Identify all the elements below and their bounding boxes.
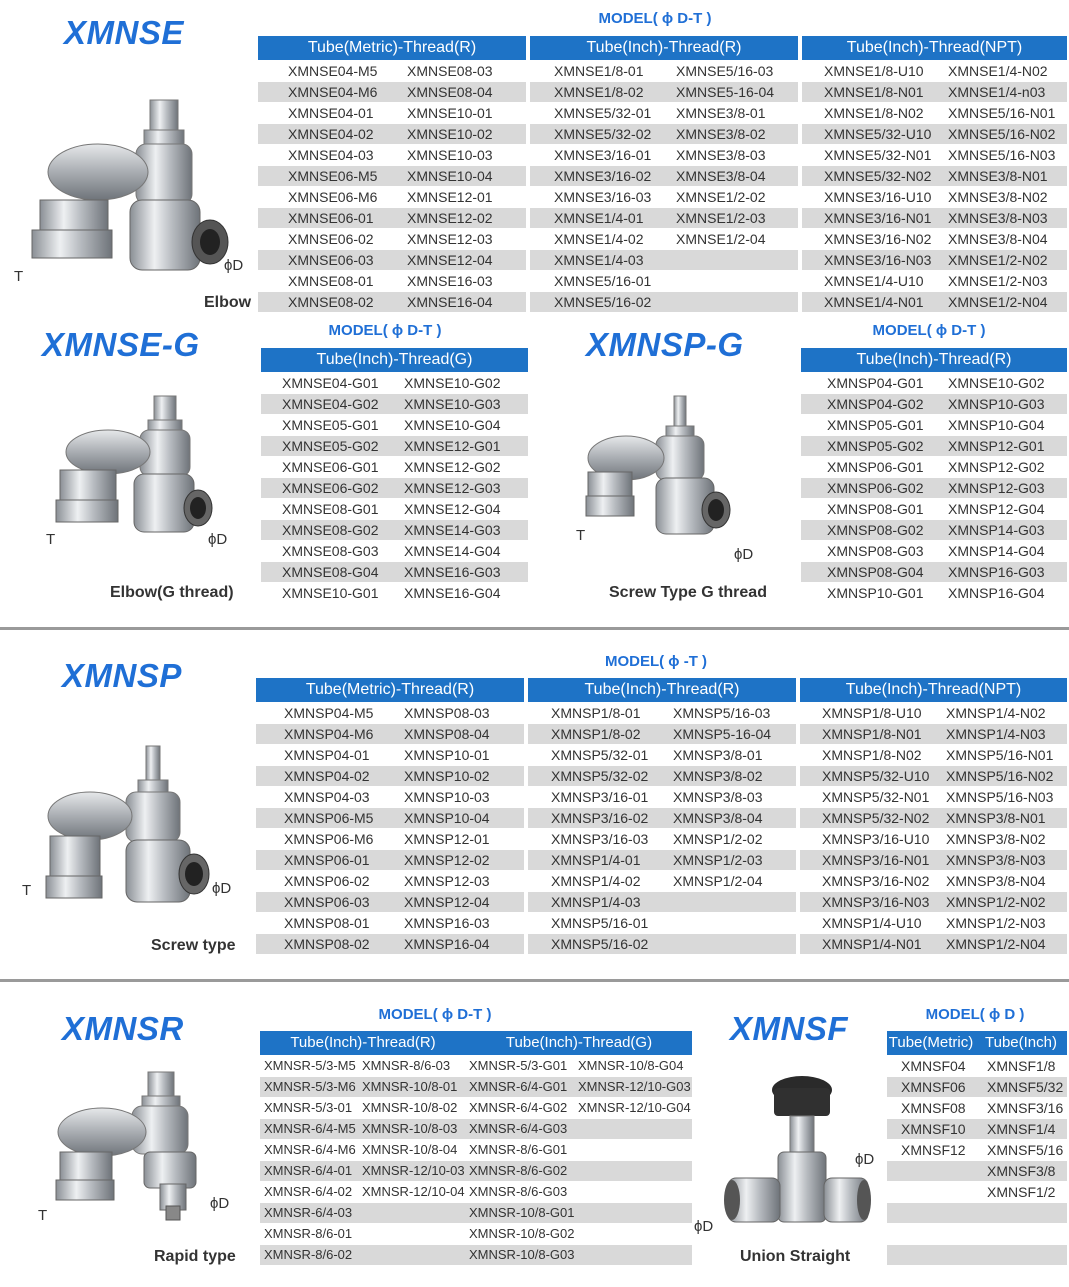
- table-header: Tube(Inch)-Thread(NPT): [800, 678, 1067, 702]
- model-number: XMNSE08-01: [288, 273, 374, 289]
- model-number: XMNSE3/16-N02: [824, 231, 932, 247]
- model-number: XMNSE06-G02: [282, 480, 379, 496]
- model-number: XMNSE04-M5: [288, 63, 378, 79]
- model-number: XMNSR-6/4-02: [264, 1184, 353, 1199]
- model-number: XMNSR-12/10-G04: [578, 1100, 691, 1115]
- model-number: XMNSF10: [901, 1121, 966, 1137]
- model-number: XMNSE1/4-03: [554, 252, 644, 268]
- model-number: XMNSP08-G04: [827, 564, 924, 580]
- screw-type-fitting-photo: [30, 740, 240, 920]
- section-divider: [0, 979, 1069, 982]
- model-number: XMNSR-8/6-03: [362, 1058, 451, 1073]
- model-number: XMNSP08-G02: [827, 522, 924, 538]
- model-number: XMNSE1/2-N04: [948, 294, 1048, 310]
- model-number: XMNSP3/16-03: [551, 831, 649, 847]
- model-number: XMNSR-12/10-03: [362, 1163, 465, 1178]
- model-number: XMNSR-8/6-G01: [469, 1142, 568, 1157]
- model-number: XMNSE1/2-02: [676, 189, 766, 205]
- model-number: XMNSP04-G01: [827, 375, 924, 391]
- model-number: XMNSP3/8-04: [673, 810, 763, 826]
- model-number: XMNSE1/8-N01: [824, 84, 924, 100]
- model-number: XMNSE5/32-N01: [824, 147, 932, 163]
- model-number: XMNSE08-02: [288, 294, 374, 310]
- dimension-label-d: ϕD: [224, 257, 244, 274]
- model-table: [887, 1056, 1067, 1266]
- model-number: XMNSP04-02: [284, 768, 370, 784]
- model-label: MODEL( ϕ D-T ): [328, 322, 442, 339]
- model-number: XMNSR-6/4-G03: [469, 1121, 568, 1136]
- table-header: Tube(Metric)-Thread(R): [258, 36, 526, 60]
- model-number: XMNSR-10/8-G01: [469, 1205, 575, 1220]
- product-caption: Elbow(G thread): [110, 584, 234, 601]
- model-number: XMNSP5/32-01: [551, 747, 649, 763]
- model-number: XMNSP1/2-03: [673, 852, 763, 868]
- model-number: XMNSP3/8-03: [673, 789, 763, 805]
- model-table: [466, 1056, 692, 1266]
- model-number: XMNSE1/8-02: [554, 84, 644, 100]
- model-number: XMNSP5/32-02: [551, 768, 649, 784]
- table-row: [887, 1245, 1067, 1265]
- model-number: XMNSE5/32-U10: [824, 126, 932, 142]
- table-header: Tube(Inch)-Thread(R): [260, 1031, 466, 1055]
- model-number: XMNSR-10/8-04: [362, 1142, 458, 1157]
- model-number: XMNSE1/8-N02: [824, 105, 924, 121]
- model-number: XMNSP06-M5: [284, 810, 374, 826]
- model-number: XMNSP1/8-02: [551, 726, 641, 742]
- model-number: XMNSP5/32-N02: [822, 810, 930, 826]
- model-number: XMNSE3/16-02: [554, 168, 652, 184]
- table-header: Tube(Metric)-Thread(R): [256, 678, 524, 702]
- model-number: XMNSP04-M5: [284, 705, 374, 721]
- model-number: XMNSP10-03: [404, 789, 490, 805]
- model-number: XMNSE04-G01: [282, 375, 379, 391]
- model-number: XMNSR-6/4-M6: [264, 1142, 356, 1157]
- model-label: MODEL( ϕ D-T ): [598, 10, 712, 27]
- model-number: XMNSE14-G03: [404, 522, 501, 538]
- table-header: Tube(Inch)-Thread(NPT): [802, 36, 1067, 60]
- model-table: [258, 61, 526, 313]
- model-number: XMNSE1/2-N03: [948, 273, 1048, 289]
- model-number: XMNSP16-G03: [948, 564, 1045, 580]
- model-table: [800, 703, 1067, 955]
- model-number: XMNSP16-04: [404, 936, 490, 952]
- model-number: XMNSF04: [901, 1058, 966, 1074]
- model-number: XMNSF1/4: [987, 1121, 1056, 1137]
- table-row: [887, 1224, 1067, 1244]
- model-number: XMNSE5/16-N02: [948, 126, 1056, 142]
- model-number: XMNSR-8/6-01: [264, 1226, 353, 1241]
- model-number: XMNSF06: [901, 1079, 966, 1095]
- model-number: XMNSE06-M6: [288, 189, 378, 205]
- section-title-xmnsp-g: XMNSP-G: [586, 326, 744, 363]
- dimension-label-t: T: [14, 268, 24, 285]
- model-number: XMNSE08-G01: [282, 501, 379, 517]
- model-number: XMNSE1/4-01: [554, 210, 644, 226]
- model-table: [256, 703, 524, 955]
- model-label: MODEL( ϕ D-T ): [872, 322, 986, 339]
- table-header: Tube(Inch)-Thread(R): [530, 36, 798, 60]
- model-number: XMNSP16-G04: [948, 585, 1045, 601]
- model-number: XMNSR-6/4-01: [264, 1163, 353, 1178]
- model-number: XMNSP12-G03: [948, 480, 1045, 496]
- model-number: XMNSE3/8-N02: [948, 189, 1048, 205]
- model-number: XMNSE5/32-02: [554, 126, 652, 142]
- model-number: XMNSP04-03: [284, 789, 370, 805]
- model-number: XMNSR-10/8-02: [362, 1100, 458, 1115]
- model-number: XMNSP3/16-N01: [822, 852, 930, 868]
- section-title-xmnsp: XMNSP: [62, 657, 182, 694]
- model-number: XMNSP10-G04: [948, 417, 1045, 433]
- model-number: XMNSP10-02: [404, 768, 490, 784]
- model-number: XMNSP06-03: [284, 894, 370, 910]
- model-number: XMNSE12-01: [407, 189, 493, 205]
- model-number: XMNSP1/8-01: [551, 705, 641, 721]
- model-number: XMNSP5-16-04: [673, 726, 772, 742]
- model-number: XMNSR-5/3-M6: [264, 1079, 356, 1094]
- model-number: XMNSP04-01: [284, 747, 370, 763]
- model-number: XMNSP5/16-N03: [946, 789, 1054, 805]
- model-number: XMNSP5/16-N02: [946, 768, 1054, 784]
- model-number: XMNSP3/16-02: [551, 810, 649, 826]
- model-number: XMNSP1/4-03: [551, 894, 641, 910]
- model-number: XMNSP08-03: [404, 705, 490, 721]
- model-number: XMNSP1/4-01: [551, 852, 641, 868]
- model-number: XMNSE08-G04: [282, 564, 379, 580]
- model-number: XMNSE10-G02: [948, 375, 1045, 391]
- model-number: XMNSE5-16-04: [676, 84, 775, 100]
- model-number: XMNSE05-G01: [282, 417, 379, 433]
- model-number: XMNSF1/8: [987, 1058, 1056, 1074]
- dimension-label-d: ϕD: [855, 1151, 875, 1168]
- model-number: XMNSP5/32-U10: [822, 768, 930, 784]
- model-number: XMNSR-6/4-M5: [264, 1121, 356, 1136]
- model-number: XMNSP3/16-N03: [822, 894, 930, 910]
- product-caption: Screw type: [151, 937, 236, 954]
- model-number: XMNSP5/16-N01: [946, 747, 1054, 763]
- model-number: XMNSP04-M6: [284, 726, 374, 742]
- model-number: XMNSR-8/6-G03: [469, 1184, 568, 1199]
- model-number: XMNSF12: [901, 1142, 966, 1158]
- model-table: [528, 703, 796, 955]
- model-number: XMNSP3/8-N02: [946, 831, 1046, 847]
- section-title-xmnse-g: XMNSE-G: [42, 326, 200, 363]
- model-number: XMNSR-12/10-04: [362, 1184, 465, 1199]
- model-number: XMNSR-10/8-G03: [469, 1247, 575, 1262]
- model-number: XMNSR-5/3-M5: [264, 1058, 356, 1073]
- dimension-label-d: ϕD: [210, 1195, 230, 1212]
- model-number: XMNSE08-03: [407, 63, 493, 79]
- model-number: XMNSE1/8-U10: [824, 63, 924, 79]
- model-number: XMNSP1/2-02: [673, 831, 763, 847]
- model-number: XMNSR-8/6-G02: [469, 1163, 568, 1178]
- model-number: XMNSR-10/8-G02: [469, 1226, 575, 1241]
- model-number: XMNSP1/2-N02: [946, 894, 1046, 910]
- model-number: XMNSE12-03: [407, 231, 493, 247]
- model-number: XMNSE1/4-n03: [948, 84, 1046, 100]
- dimension-label-t: T: [38, 1207, 48, 1224]
- model-number: XMNSP1/2-04: [673, 873, 763, 889]
- model-number: XMNSE04-G02: [282, 396, 379, 412]
- table-header: Tube(Inch)-Thread(G): [466, 1031, 692, 1055]
- model-number: XMNSP3/8-N01: [946, 810, 1046, 826]
- model-number: XMNSE5/32-01: [554, 105, 652, 121]
- table-header: Tube(Metric): [887, 1031, 975, 1055]
- model-number: XMNSE12-G01: [404, 438, 501, 454]
- model-number: XMNSE10-01: [407, 105, 493, 121]
- model-number: XMNSE5/16-02: [554, 294, 652, 310]
- model-number: XMNSP05-G01: [827, 417, 924, 433]
- model-number: XMNSP08-01: [284, 915, 370, 931]
- model-number: XMNSE08-G03: [282, 543, 379, 559]
- model-number: XMNSP10-01: [404, 747, 490, 763]
- model-number: XMNSE06-01: [288, 210, 374, 226]
- product-caption: Elbow: [204, 294, 252, 311]
- model-table: [802, 61, 1067, 313]
- model-number: XMNSE10-G04: [404, 417, 501, 433]
- model-number: XMNSP06-M6: [284, 831, 374, 847]
- model-number: XMNSE1/4-N01: [824, 294, 924, 310]
- model-number: XMNSE3/16-03: [554, 189, 652, 205]
- model-number: XMNSE5/32-N02: [824, 168, 932, 184]
- product-caption: Screw Type G thread: [609, 584, 767, 601]
- dimension-label-t: T: [46, 531, 56, 548]
- model-number: XMNSE06-02: [288, 231, 374, 247]
- model-number: XMNSP1/4-N02: [946, 705, 1046, 721]
- model-number: XMNSE12-G03: [404, 480, 501, 496]
- model-number: XMNSE10-G02: [404, 375, 501, 391]
- model-number: XMNSR-12/10-G03: [578, 1079, 691, 1094]
- model-number: XMNSE5/16-03: [676, 63, 774, 79]
- table-header: Tube(Inch)-Thread(G): [261, 348, 528, 372]
- union-straight-fitting-photo: [722, 1068, 875, 1248]
- model-number: XMNSE10-G03: [404, 396, 501, 412]
- model-number: XMNSF3/8: [987, 1163, 1056, 1179]
- model-number: XMNSP12-04: [404, 894, 490, 910]
- model-number: XMNSE08-G02: [282, 522, 379, 538]
- dimension-label-d: ϕD: [694, 1218, 714, 1235]
- model-number: XMNSP10-G03: [948, 396, 1045, 412]
- dimension-label-d: ϕD: [734, 546, 754, 563]
- model-number: XMNSR-6/4-G02: [469, 1100, 568, 1115]
- model-label: MODEL( ϕ D-T ): [378, 1006, 492, 1023]
- model-number: XMNSE04-01: [288, 105, 374, 121]
- model-number: XMNSE10-G01: [282, 585, 379, 601]
- model-number: XMNSR-5/3-G01: [469, 1058, 568, 1073]
- model-number: XMNSP5/16-02: [551, 936, 649, 952]
- model-number: XMNSE3/16-01: [554, 147, 652, 163]
- model-number: XMNSE3/16-U10: [824, 189, 932, 205]
- model-number: XMNSE5/16-01: [554, 273, 652, 289]
- model-number: XMNSP3/8-N04: [946, 873, 1046, 889]
- model-number: XMNSF3/16: [987, 1100, 1064, 1116]
- model-number: XMNSE04-03: [288, 147, 374, 163]
- model-number: XMNSP12-01: [404, 831, 490, 847]
- table-header: Tube(Inch)-Thread(R): [801, 348, 1067, 372]
- model-number: XMNSP1/8-N02: [822, 747, 922, 763]
- dimension-label-d: ϕD: [208, 531, 228, 548]
- model-number: XMNSE1/8-01: [554, 63, 644, 79]
- model-number: XMNSE16-04: [407, 294, 493, 310]
- model-number: XMNSP3/8-01: [673, 747, 763, 763]
- model-number: XMNSE3/8-02: [676, 126, 766, 142]
- model-table: [260, 1056, 466, 1266]
- model-number: XMNSE1/4-02: [554, 231, 644, 247]
- model-number: XMNSE1/4-N02: [948, 63, 1048, 79]
- model-number: XMNSP12-03: [404, 873, 490, 889]
- model-number: XMNSP10-G01: [827, 585, 924, 601]
- model-number: XMNSE12-G02: [404, 459, 501, 475]
- model-number: XMNSE14-G04: [404, 543, 501, 559]
- model-number: XMNSP3/16-01: [551, 789, 649, 805]
- model-number: XMNSF5/16: [987, 1142, 1064, 1158]
- model-number: XMNSP12-G02: [948, 459, 1045, 475]
- product-caption: Union Straight: [740, 1248, 851, 1265]
- model-number: XMNSE5/16-N01: [948, 105, 1056, 121]
- model-number: XMNSE08-04: [407, 84, 493, 100]
- model-number: XMNSP08-02: [284, 936, 370, 952]
- model-number: XMNSP5/32-N01: [822, 789, 930, 805]
- model-number: XMNSP5/16-01: [551, 915, 649, 931]
- model-number: XMNSE10-04: [407, 168, 493, 184]
- model-number: XMNSE3/8-N03: [948, 210, 1048, 226]
- model-number: XMNSR-10/8-01: [362, 1079, 458, 1094]
- model-number: XMNSF08: [901, 1100, 966, 1116]
- model-number: XMNSR-5/3-01: [264, 1100, 353, 1115]
- model-number: XMNSP1/2-N04: [946, 936, 1046, 952]
- model-number: XMNSP10-04: [404, 810, 490, 826]
- model-number: XMNSP5/16-03: [673, 705, 771, 721]
- model-number: XMNSE04-02: [288, 126, 374, 142]
- elbow-g-thread-fitting-photo: [38, 390, 228, 550]
- model-number: XMNSE1/2-04: [676, 231, 766, 247]
- model-number: XMNSP3/16-N02: [822, 873, 930, 889]
- model-number: XMNSP1/8-N01: [822, 726, 922, 742]
- model-number: XMNSP3/8-02: [673, 768, 763, 784]
- model-number: XMNSP16-03: [404, 915, 490, 931]
- model-number: XMNSP06-G02: [827, 480, 924, 496]
- model-number: XMNSE3/8-N01: [948, 168, 1048, 184]
- model-number: XMNSP06-01: [284, 852, 370, 868]
- model-number: XMNSP1/8-U10: [822, 705, 922, 721]
- model-number: XMNSP08-G03: [827, 543, 924, 559]
- model-number: XMNSR-6/4-03: [264, 1205, 353, 1220]
- model-number: XMNSE12-G04: [404, 501, 501, 517]
- section-title-xmnsf: XMNSF: [730, 1010, 848, 1047]
- model-number: XMNSP12-02: [404, 852, 490, 868]
- model-number: XMNSE3/8-04: [676, 168, 766, 184]
- model-number: XMNSE5/16-N03: [948, 147, 1056, 163]
- model-number: XMNSE06-M5: [288, 168, 378, 184]
- dimension-label-d: ϕD: [212, 880, 232, 897]
- table-row: [887, 1203, 1067, 1223]
- dimension-label-t: T: [576, 527, 586, 544]
- model-number: XMNSE05-G02: [282, 438, 379, 454]
- model-number: XMNSP1/4-N03: [946, 726, 1046, 742]
- model-number: XMNSP14-G04: [948, 543, 1045, 559]
- model-number: XMNSE1/2-N02: [948, 252, 1048, 268]
- model-number: XMNSP3/16-U10: [822, 831, 930, 847]
- model-table: [530, 61, 798, 313]
- product-caption: Rapid type: [154, 1248, 236, 1265]
- model-number: XMNSP3/8-N03: [946, 852, 1046, 868]
- model-number: XMNSR-10/8-03: [362, 1121, 458, 1136]
- model-number: XMNSP06-G01: [827, 459, 924, 475]
- section-title-xmnse: XMNSE: [64, 14, 184, 51]
- section-title-xmnsr: XMNSR: [62, 1010, 184, 1047]
- model-number: XMNSP14-G03: [948, 522, 1045, 538]
- model-number: XMNSE10-03: [407, 147, 493, 163]
- model-number: XMNSP1/4-U10: [822, 915, 922, 931]
- model-number: XMNSR-10/8-G04: [578, 1058, 684, 1073]
- table-header: Tube(Inch): [975, 1031, 1067, 1055]
- screw-type-g-thread-fitting-photo: [570, 392, 760, 552]
- table-header: Tube(Inch)-Thread(R): [528, 678, 796, 702]
- model-number: XMNSE12-02: [407, 210, 493, 226]
- model-number: XMNSP04-G02: [827, 396, 924, 412]
- model-number: XMNSE10-02: [407, 126, 493, 142]
- model-number: XMNSR-6/4-G01: [469, 1079, 568, 1094]
- model-number: XMNSP1/2-N03: [946, 915, 1046, 931]
- model-label: MODEL( ϕ -T ): [604, 653, 708, 670]
- model-number: XMNSE1/4-U10: [824, 273, 924, 289]
- model-number: XMNSP1/4-02: [551, 873, 641, 889]
- model-number: XMNSE04-M6: [288, 84, 378, 100]
- model-number: XMNSP06-02: [284, 873, 370, 889]
- model-number: XMNSP12-G04: [948, 501, 1045, 517]
- model-number: XMNSE06-G01: [282, 459, 379, 475]
- model-number: XMNSP05-G02: [827, 438, 924, 454]
- model-label: MODEL( ϕ D ): [925, 1006, 1025, 1023]
- model-number: XMNSE3/16-N03: [824, 252, 932, 268]
- model-number: XMNSE16-G04: [404, 585, 501, 601]
- model-number: XMNSP08-G01: [827, 501, 924, 517]
- model-number: XMNSE3/8-01: [676, 105, 766, 121]
- model-number: XMNSE12-04: [407, 252, 493, 268]
- model-number: XMNSE3/8-N04: [948, 231, 1048, 247]
- model-number: XMNSF5/32: [987, 1079, 1064, 1095]
- model-number: XMNSP12-G01: [948, 438, 1045, 454]
- model-number: XMNSE16-03: [407, 273, 493, 289]
- elbow-fitting-photo: [18, 90, 248, 290]
- model-number: XMNSE06-03: [288, 252, 374, 268]
- model-number: XMNSP1/4-N01: [822, 936, 922, 952]
- model-table: [261, 373, 528, 604]
- model-number: XMNSR-8/6-02: [264, 1247, 353, 1262]
- dimension-label-t: T: [22, 882, 32, 899]
- model-number: XMNSF1/2: [987, 1184, 1056, 1200]
- model-number: XMNSP08-04: [404, 726, 490, 742]
- model-number: XMNSE3/16-N01: [824, 210, 932, 226]
- section-divider: [0, 627, 1069, 630]
- model-number: XMNSE3/8-03: [676, 147, 766, 163]
- model-number: XMNSE1/2-03: [676, 210, 766, 226]
- model-number: XMNSE16-G03: [404, 564, 501, 580]
- model-table: [801, 373, 1067, 604]
